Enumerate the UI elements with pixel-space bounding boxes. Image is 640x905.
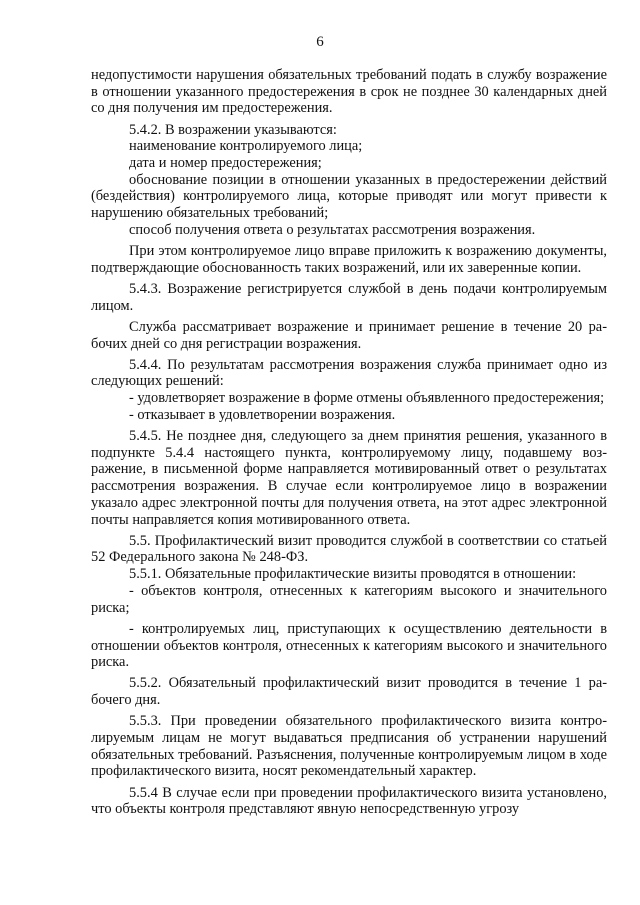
list-item-control-objects: - объектов контроля, отнесенных к категориям высокого и значительного риска; <box>91 582 607 616</box>
list-item-controlled-persons: - контролируемых лиц, приступающих к осуществлению деятельности в отношении объектов контроля, отнесенных к категориям высокого и значительного риска. <box>91 620 607 671</box>
paragraph-5-5-4: 5.5.4 В случае если при проведении профилактического визита установлено, что объекты контроля представляют явную непосредственную угрозу <box>91 784 607 818</box>
list-item-satisfy-objection: - удовлетворяет возражение в форме отмены объявленного предостережения; <box>129 390 605 407</box>
paragraph-5-4-5: 5.4.5. Не позднее дня, следующего за днем принятия решения, указанного в подпункте 5.4.4 настоящего пункта, контролируемому лицу, подавшему возражение, в письменной форме направляется мотивированный ответ о результатах рассмотрения возражения. В случае если контролируемое лицо в возражении указало адрес электронной почты для получения ответа, на этот адрес электронной почты направляется копия мотивированного ответа. <box>91 428 607 528</box>
paragraph-attachments: При этом контролируемое лицо вправе приложить к возражению документы, подтверждающие обоснованность таких возражений, или их заверенные копии. <box>91 243 607 276</box>
paragraph-5-5-1: 5.5.1. Обязательные профилактические визиты проводятся в отношении: <box>129 566 577 583</box>
paragraph-5-5-2: 5.5.2. Обязательный профилактический визит проводится в течение 1 рабочего дня. <box>91 675 607 709</box>
list-item-controlled-person-name: наименование контролируемого лица; <box>129 138 363 155</box>
paragraph-5-4-2: 5.4.2. В возражении указываются: <box>129 121 337 138</box>
list-item-reject-objection: - отказывает в удовлетворении возражения. <box>129 406 396 423</box>
page-number: 6 <box>316 34 324 50</box>
list-item-response-method: способ получения ответа о результатах рассмотрения возражения. <box>129 221 536 238</box>
paragraph-5-5: 5.5. Профилактический визит проводится службой в соответствии со статьей 52 Федерального закона № 248-ФЗ. <box>91 532 607 566</box>
paragraph-5-4-4: 5.4.4. По результатам рассмотрения возражения служба принимает одно из следующих решений: <box>91 356 607 390</box>
document-body <box>91 67 607 823</box>
paragraph-5-4-3: 5.4.3. Возражение регистрируется службой в день подачи контролируемым лицом. <box>91 280 607 314</box>
paragraph-continuation: недопустимости нарушения обязательных требований подать в службу возражение в отношении указанного предостережения в срок не позднее 30 календарных дней со дня получения им предостережения. <box>91 67 607 117</box>
paragraph-5-5-3: 5.5.3. При проведении обязательного профилактического визита контролируемым лицам не могут выдаваться предписания об устранении нарушений обязательных требований. Разъяснения, полученные контролируемым лицом в ходе профилактического визита, носят рекомендательный характер. <box>91 713 607 780</box>
list-item-warning-date-number: дата и номер предостережения; <box>129 155 322 172</box>
list-item-position-justification: обоснование позиции в отношении указанных в предостережении действий (бездействия) контролируемого лица, которые приводят или могут привести к нарушению обязательных требований; <box>91 171 607 222</box>
paragraph-review-term: Служба рассматривает возражение и принимает решение в течение 20 рабочих дней со дня регистрации возражения. <box>91 318 607 352</box>
